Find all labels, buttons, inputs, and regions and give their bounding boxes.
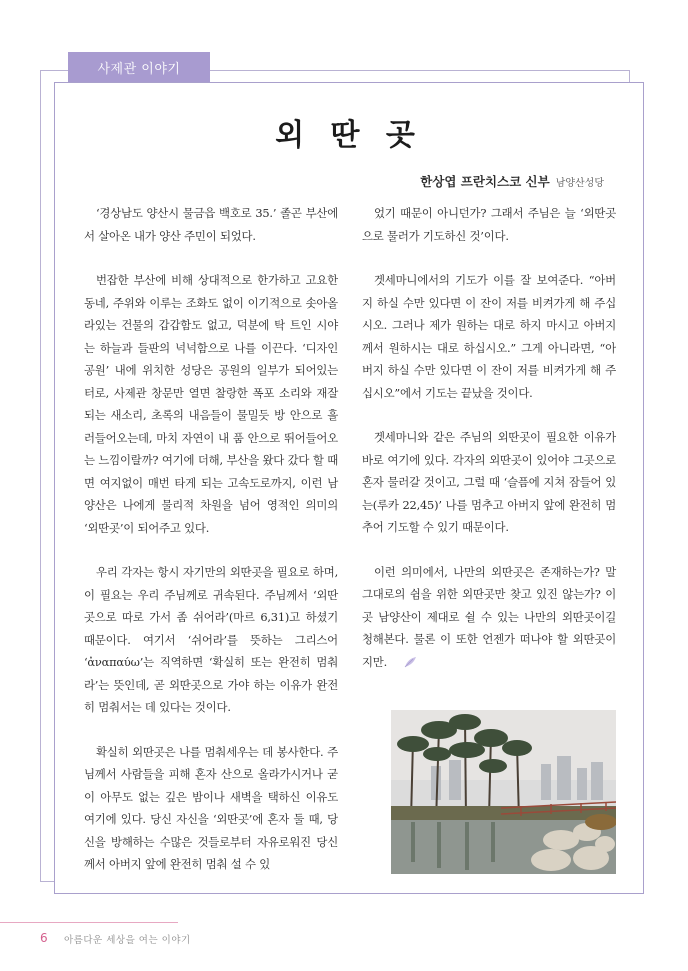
paragraph: 었기 때문이 아니던가? 그래서 주님은 늘 ‘외딴곳으로 물러가 기도하신 것’이다. [362,206,616,243]
article-title: 외 딴 곳 [275,118,423,153]
footer-divider [0,922,178,923]
paragraph: ‘경상남도 양산시 물금읍 백호로 35.’ 졸곤 부산에서 살아온 내가 양산 주민이 되었다. [84,206,338,243]
article-column-left [84,202,338,876]
author-parish: 남양산성당 [555,178,604,189]
paragraph-text: 이런 의미에서, 나만의 외딴곳은 존재하는가? 말 그대로의 쉼을 위한 외딴곳만 찾고 있진 않는가? 이곳 남양산이 제대로 쉴 수 있는 나만의 외딴곳이길 청해본다. 물론 이 또한 언젠가 떠나야 할 외딴곳이지만. [362,564,616,669]
byline [420,172,604,190]
paragraph-with-end-mark [362,561,616,674]
pond-park-photo [391,710,616,874]
article-column-right [362,202,616,673]
paragraph: 번잡한 부산에 비해 상대적으로 한가하고 고요한 동네, 주위와 이루는 조화도 없이 이기적으로 솟아올라있는 건물의 갑갑함도 없고, 덕분에 탁 트인 시야는 하늘과 들판의 넉넉함으로 나를 이끈다. ‘디자인 공원’ 내에 위치한 성당은 공원의 일부가 되어있는 터로, 사제관 창문만 열면 찰랑한 폭포 소리와 재잘되는 새소리, 초록의 내음들이 물밀듯 방 안으로 흘러들어오는데, 마치 자연이 내 품 안으로 뛰어들어오는 느낌이랄까? 여기에 더해, 부산을 왔다 갔다 할 때면 여지없이 매번 타게 되는 고속도로까지, 이런 남양산은 나에게 물리적 차원을 넘어 영적인 의미의 ‘외딴곳’이 되어주고 있다. [84,273,338,535]
paragraph: 겟세마니에서의 기도가 이를 잘 보여준다. “아버지 하실 수만 있다면 이 잔이 저를 비켜가게 해 주십시오. 그러나 제가 원하는 대로 하지 마시고 아버지께서 원하시는 대로 하십시오.” 그게 아니라면, “아버지 하실 수만 있다면 이 잔이 저를 비켜가게 해 주십시오”에서 기도는 끝났을 것이다. [362,273,616,400]
section-tab: 사제관 이야기 [68,52,210,82]
magazine-name: 아름다운 세상을 여는 이야기 [64,935,191,946]
paragraph: 확실히 외딴곳은 나를 멈춰세우는 데 봉사한다. 주님께서 사람들을 피해 혼자 산으로 올라가시거나 굳이 아무도 없는 깊은 밤이나 새벽을 택하신 이유도 여기에 있다. 당신 자신을 ‘외딴곳’에 혼자 둘 때, 당신을 방해하는 수많은 것들로부터 자유로워진 당신께서 아버지 앞에 완전히 멈춰 설 수 있 [84,744,338,871]
page-number: 6 [40,931,48,945]
paragraph: 우리 각자는 항시 자기만의 외딴곳을 필요로 하며, 이 필요는 우리 주님께로 귀속된다. 주님께서 ‘외딴곳으로 따로 가서 좀 쉬어라’(마르 6,31)고 하셨기 때문이다. 여기서 ‘쉬어라’를 뜻하는 그리스어 ‘ἀναπαύω’는 직역하면 ‘확실히 또는 완전히 멈춰라’는 뜻인데, 곧 외딴곳으로 가야 하는 이유가 완전히 멈춰서는 데 있다는 것이다. [84,565,338,714]
paragraph: 겟세마니와 같은 주님의 외딴곳이 필요한 이유가 바로 여기에 있다. 각자의 외딴곳이 있어야 그곳으로 혼자 물러갈 것이고, 그럴 때 ‘슬픔에 지쳐 잠들어 있는(루카 22,45)’ 나를 멈추고 아버지 앞에 완전히 멈추어 기도할 수 있기 때문이다. [362,430,616,534]
leaf-end-mark-icon [391,653,405,665]
author-name: 한상엽 프란치스코 신부 [420,174,550,189]
